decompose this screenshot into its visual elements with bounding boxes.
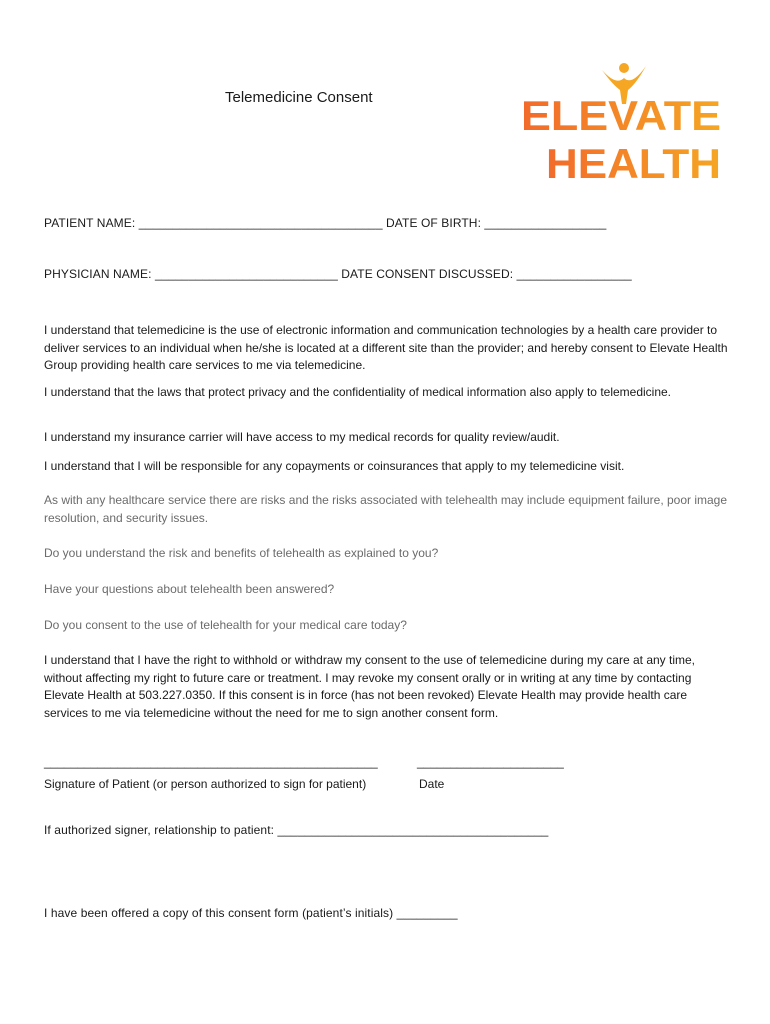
withdraw-consent-paragraph: I understand that I have the right to withhold or withdraw my consent to the use of telemedicine during my care at any time, without affecting my right to future care or treatment. I may revoke my consent orally or in writing at any time by contacting Elevate Health at 503.227.0350. If this consent is in force (has not been revoked) Elevate Health may provide health care services to me via telemedicine without the need for me to sign another consent form.: [44, 653, 696, 720]
copayment-paragraph: I understand that I will be responsible for any copayments or coinsurances that apply to my telemedicine visit.: [44, 459, 625, 473]
relationship-field[interactable]: If authorized signer, relationship to patient: ________________________________________: [44, 823, 549, 837]
page-title: Telemedicine Consent: [225, 89, 373, 106]
physician-name-date-field[interactable]: PHYSICIAN NAME: ___________________________ DATE CONSENT DISCUSSED: _________________: [44, 267, 632, 281]
date-label: Date: [419, 777, 445, 791]
logo-word-elevate: ELEVATE: [521, 92, 721, 139]
question-answered: Have your questions about telehealth been answered?: [44, 582, 335, 596]
telemedicine-definition-paragraph: I understand that telemedicine is the use of electronic information and communication technologies by a health care provider to deliver services to an individual when he/she is located at a different site than the provider; and hereby consent to Elevate Health Group providing health care services to me via telemedicine.: [44, 323, 728, 372]
privacy-paragraph: I understand that the laws that protect privacy and the confidentiality of medical information also apply to telemedicine.: [44, 385, 672, 399]
insurance-paragraph: I understand my insurance carrier will have access to my medical records for quality review/audit.: [44, 430, 560, 444]
question-risk-benefits: Do you understand the risk and benefits of telehealth as explained to you?: [44, 546, 439, 560]
patient-name-dob-field[interactable]: PATIENT NAME: ____________________________________ DATE OF BIRTH: __________________: [44, 216, 607, 230]
signature-label: Signature of Patient (or person authorized to sign for patient): [44, 777, 367, 791]
logo-word-health: HEALTH: [546, 140, 721, 182]
question-consent-today: Do you consent to the use of telehealth for your medical care today?: [44, 618, 407, 632]
signature-line[interactable]: __________________________________________________: [44, 755, 378, 769]
risks-paragraph: As with any healthcare service there are risks and the risks associated with telehealth may include equipment failure, poor image resolution, and security issues.: [44, 493, 728, 525]
elevate-health-logo: [520, 60, 725, 182]
initials-field[interactable]: I have been offered a copy of this consent form (patient’s initials) _________: [44, 906, 458, 920]
date-line[interactable]: ______________________: [417, 755, 564, 769]
